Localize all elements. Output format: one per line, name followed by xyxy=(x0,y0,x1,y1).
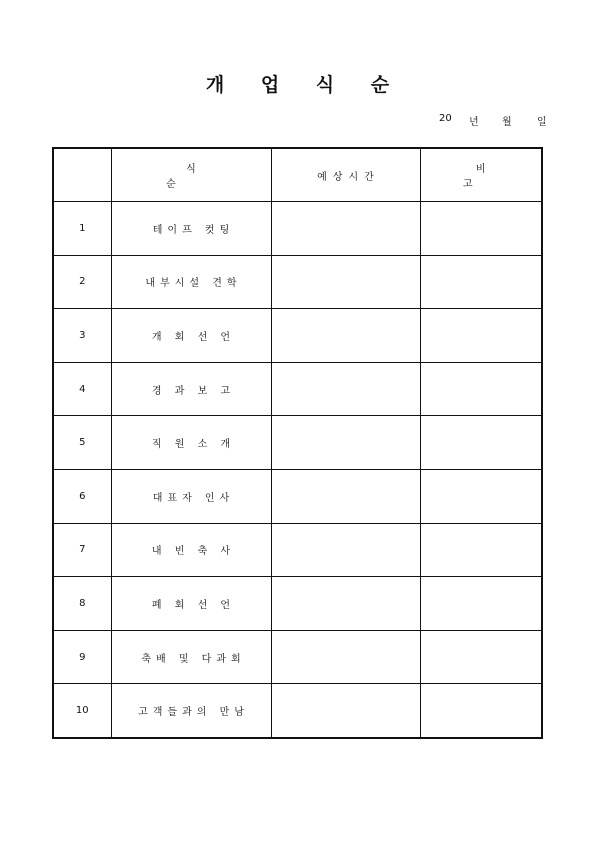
table-row xyxy=(53,469,542,523)
row-number: 4 xyxy=(53,362,111,416)
row-ceremony-item xyxy=(111,630,271,684)
header-order: 식 순 xyxy=(111,148,271,202)
table-header-row xyxy=(53,148,542,202)
table-row xyxy=(53,202,542,256)
row-ceremony-item xyxy=(111,202,271,256)
row-ceremony-item xyxy=(111,469,271,523)
row-note-cell xyxy=(420,630,542,684)
row-ceremony-item-label: 내부시설 견학 xyxy=(145,278,242,290)
date-year-label: 년 xyxy=(469,117,479,128)
date-month-label: 월 xyxy=(502,117,512,128)
row-time-cell xyxy=(271,577,420,631)
table-row xyxy=(53,630,542,684)
row-ceremony-item xyxy=(111,684,271,738)
table-row xyxy=(53,362,542,416)
row-note-cell xyxy=(420,469,542,523)
row-time-cell xyxy=(271,630,420,684)
row-time-cell xyxy=(271,309,420,363)
row-note-cell xyxy=(420,255,542,309)
table-row xyxy=(53,523,542,577)
row-time-cell xyxy=(271,523,420,577)
row-ceremony-item-label: 내 빈 축 사 xyxy=(151,546,236,558)
row-time-cell xyxy=(271,255,420,309)
row-ceremony-item xyxy=(111,523,271,577)
row-note-cell xyxy=(420,684,542,738)
row-time-cell xyxy=(271,202,420,256)
row-ceremony-item-label: 고객들과의 만남 xyxy=(138,707,249,719)
table-row xyxy=(53,577,542,631)
row-ceremony-item xyxy=(111,255,271,309)
row-note-cell xyxy=(420,362,542,416)
row-time-cell xyxy=(271,469,420,523)
table-row xyxy=(53,255,542,309)
table-body xyxy=(53,202,542,738)
row-number: 5 xyxy=(53,416,111,470)
row-ceremony-item-label: 테이프 컷팅 xyxy=(152,224,235,236)
row-ceremony-item-label: 축배 및 다과회 xyxy=(141,653,246,665)
table-row xyxy=(53,416,542,470)
row-note-cell xyxy=(420,202,542,256)
row-note-cell xyxy=(420,577,542,631)
row-ceremony-item xyxy=(111,309,271,363)
date-line xyxy=(439,113,545,128)
row-ceremony-item-label: 경 과 보 고 xyxy=(151,385,236,397)
row-note-cell xyxy=(420,523,542,577)
header-number-cell xyxy=(53,148,111,202)
row-number: 9 xyxy=(53,630,111,684)
row-number: 1 xyxy=(53,202,111,256)
row-ceremony-item-label: 대표자 인사 xyxy=(152,492,235,504)
row-note-cell xyxy=(420,416,542,470)
table-row xyxy=(53,684,542,738)
row-number: 2 xyxy=(53,255,111,309)
row-note-cell xyxy=(420,309,542,363)
row-number: 3 xyxy=(53,309,111,363)
row-number: 7 xyxy=(53,523,111,577)
row-number: 8 xyxy=(53,577,111,631)
row-time-cell xyxy=(271,684,420,738)
row-ceremony-item xyxy=(111,577,271,631)
header-note: 비 고 xyxy=(420,148,542,202)
row-ceremony-item xyxy=(111,362,271,416)
row-ceremony-item xyxy=(111,416,271,470)
date-day-label: 일 xyxy=(537,117,547,128)
document-title: 개 업 식 순 xyxy=(205,74,405,96)
row-ceremony-item-label: 개 회 선 언 xyxy=(151,331,236,343)
header-time: 예상시간 xyxy=(271,148,420,202)
row-ceremony-item-label: 폐 회 선 언 xyxy=(151,599,236,611)
date-year-prefix: 20 xyxy=(439,113,452,124)
row-time-cell xyxy=(271,416,420,470)
row-number: 10 xyxy=(53,684,111,738)
ceremony-order-table xyxy=(52,147,543,739)
row-time-cell xyxy=(271,362,420,416)
row-ceremony-item-label: 직 원 소 개 xyxy=(151,439,236,451)
table-row xyxy=(53,309,542,363)
row-number: 6 xyxy=(53,469,111,523)
